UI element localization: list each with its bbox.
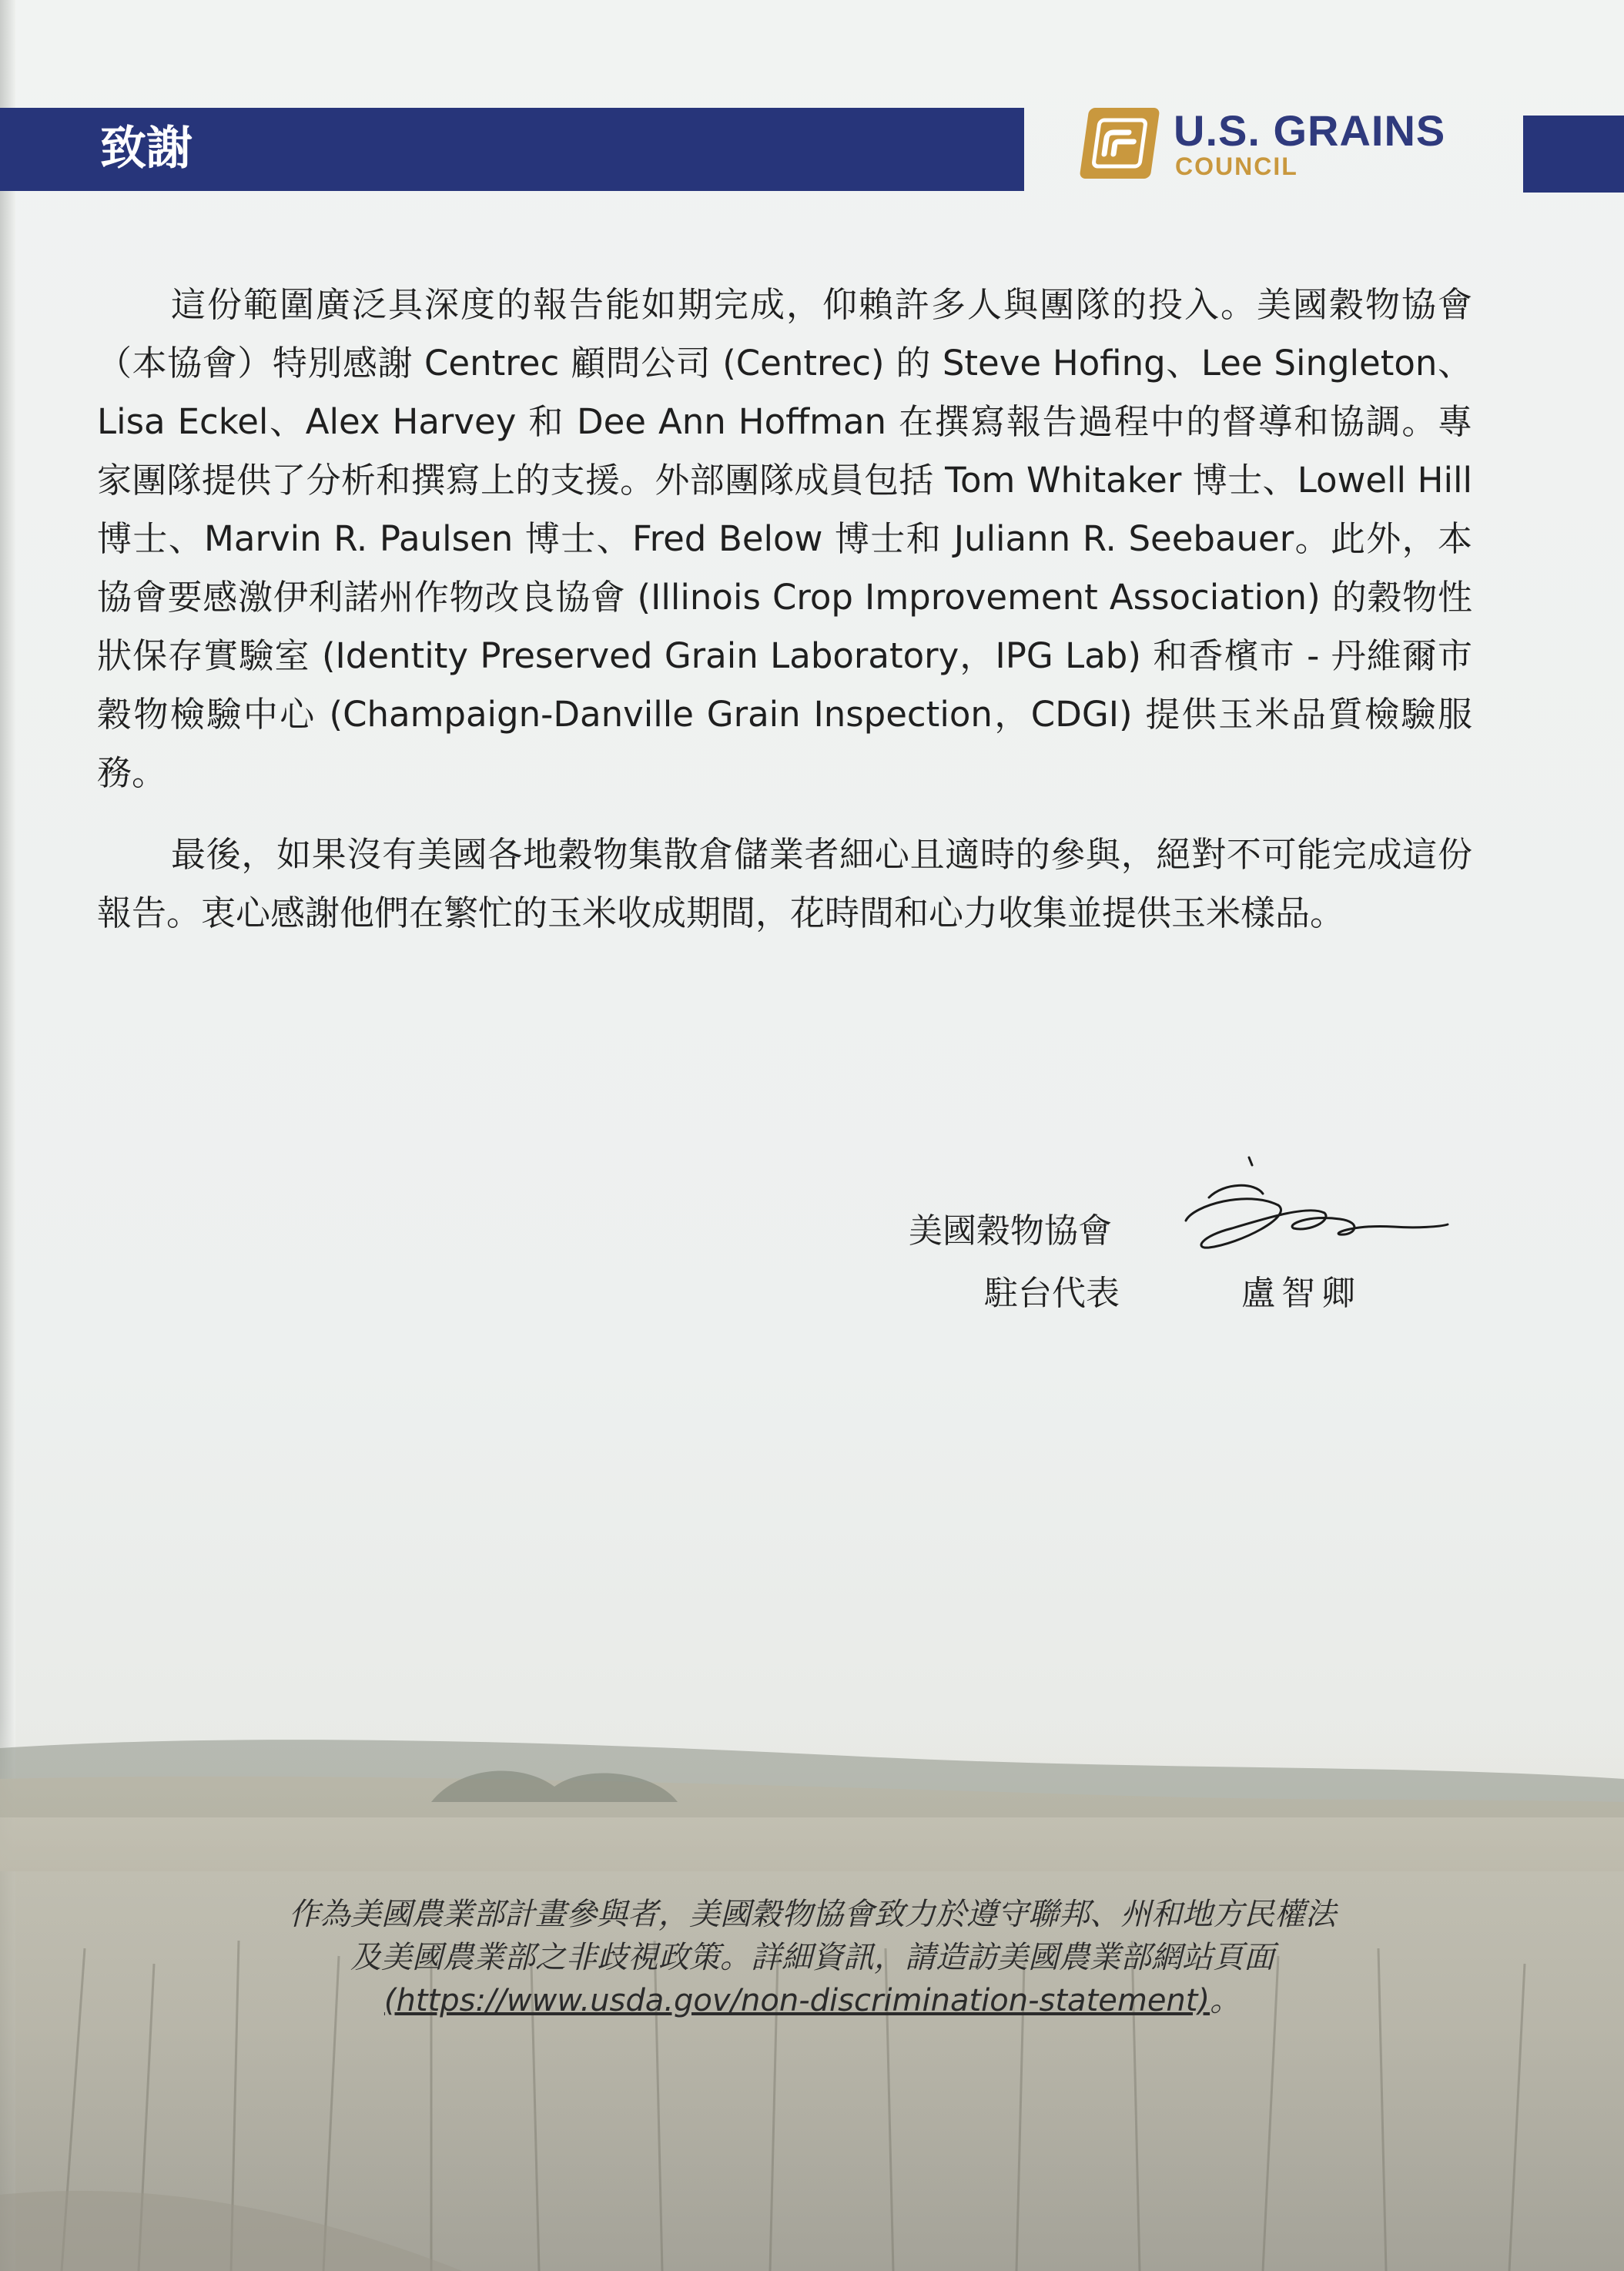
signature-name: 盧智卿	[1241, 1274, 1361, 1313]
footer-line-3	[139, 1979, 1486, 2022]
footer-line-2: 及美國農業部之非歧視政策。詳細資訊，請造訪美國農業部網站頁面	[350, 1940, 1274, 1975]
handwritten-signature	[1163, 1151, 1455, 1267]
signature-title: 駐台代表	[984, 1274, 1120, 1313]
logo-name: U.S. GRAINS	[1174, 106, 1446, 155]
grains-council-emblem-icon	[1080, 108, 1160, 179]
paragraph-closing: 最後，如果沒有美國各地穀物集散倉儲業者細心且適時的參與，絕對不可能完成這份報告。衷心感謝他們在繁忙的玉米收成期間，花時間和心力收集並提供玉米樣品。	[97, 834, 1472, 933]
paragraph-thanks: 這份範圍廣泛具深度的報告能如期完成，仰賴許多人與團隊的投入。美國穀物協會（本協會）特別感謝 Centrec 顧問公司 (Centrec) 的 Steve Hofing、Lee Singleton、Lisa Eckel、Alex Harvey 和 Dee Ann Hoffman 在撰寫報告過程中的督導和協調。專家團隊提供了分析和撰寫上的支援。外部團隊成員包括 Tom Whitaker 博士、Lowell Hill 博士、Marvin R. Paulsen 博士、Fred Below 博士和 Juliann R. Seebauer。此外，本協會要感激伊利諾州作物改良協會 (Illinois Crop Improvement Association) 的穀物性狀保存實驗室 (Identity Preserved Grain Laboratory，IPG Lab) 和香檳市 - 丹維爾市穀物檢驗中心 (Champaign-Danville Grain Inspection，CDGI) 提供玉米品質檢驗服務。	[97, 284, 1472, 793]
acknowledgement-body	[97, 276, 1472, 943]
footer-line-1: 作為美國農業部計畫參與者，美國穀物協會致力於遵守聯邦、州和地方民權法	[289, 1897, 1336, 1932]
signature-organization: 美國穀物協會	[909, 1211, 1112, 1251]
right-header-bar	[1523, 116, 1624, 193]
footer-suffix: 。	[1210, 1983, 1241, 2018]
usda-url-link[interactable]: (https://www.usda.gov/non-discrimination-statement)	[383, 1983, 1210, 2018]
logo-subtitle: COUNCIL	[1175, 152, 1298, 180]
section-title: 致謝	[100, 122, 193, 176]
non-discrimination-footer	[139, 1893, 1486, 2022]
us-grains-council-logo	[1084, 106, 1500, 183]
